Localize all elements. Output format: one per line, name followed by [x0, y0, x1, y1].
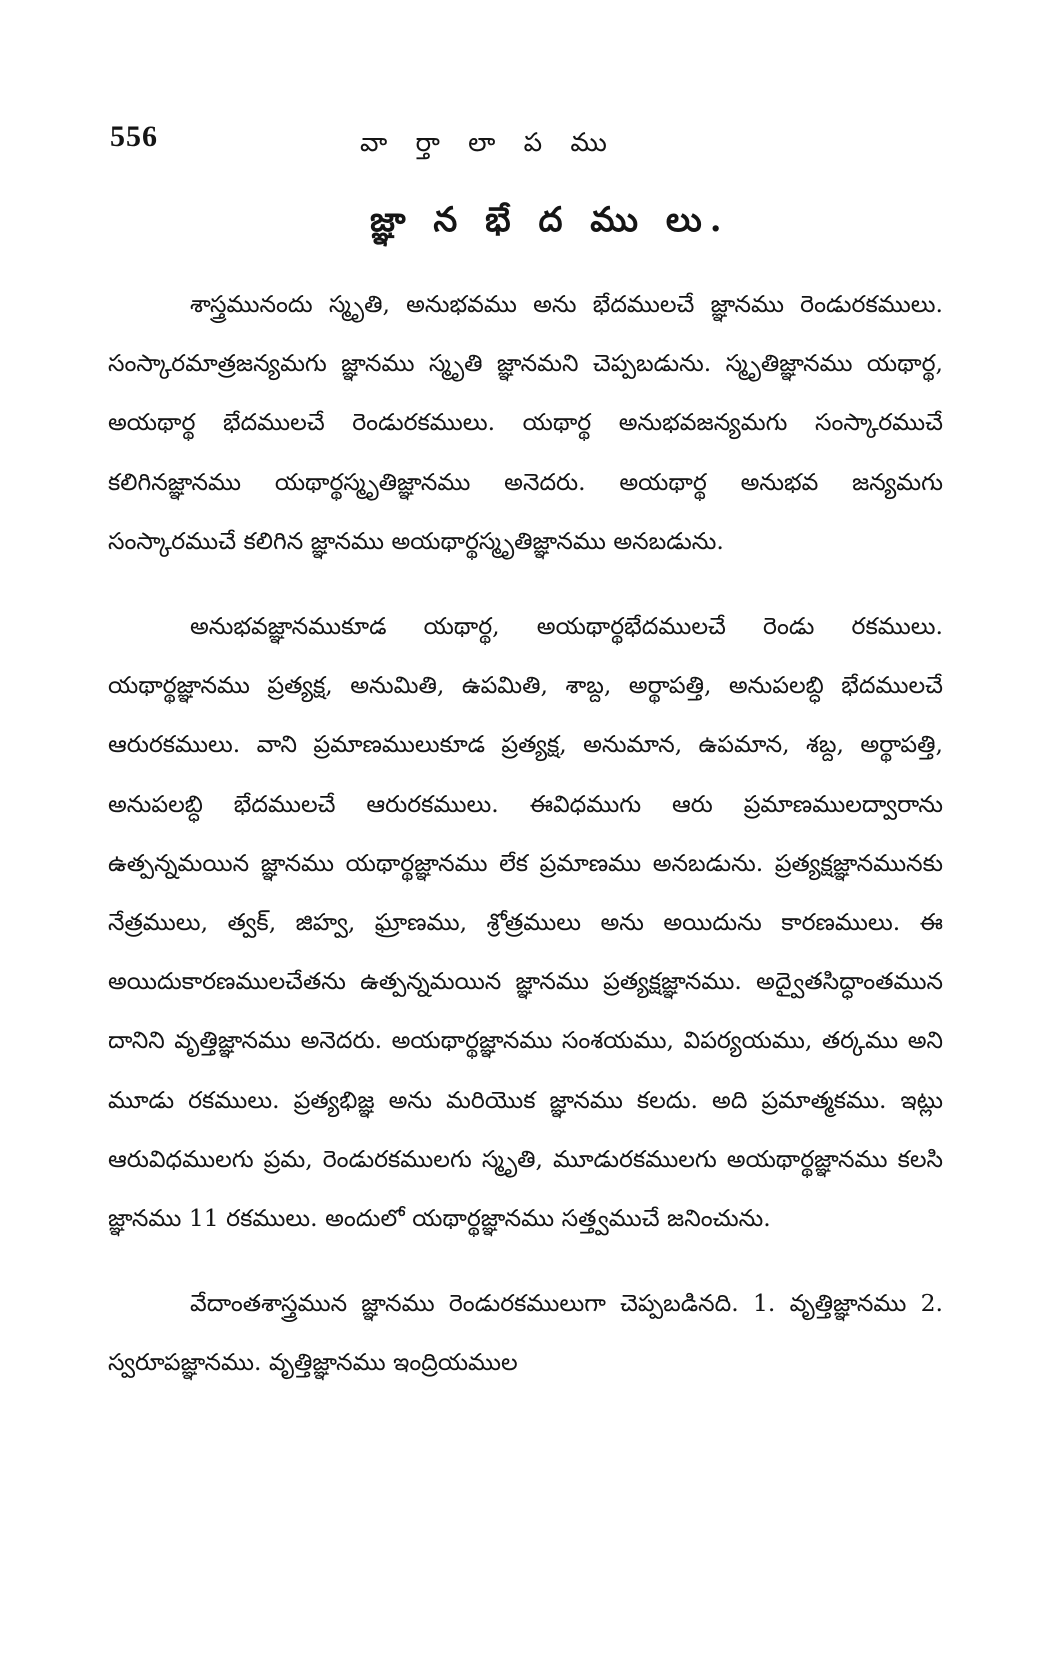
body-text — [108, 275, 943, 1635]
running-head: వా ర్తా లా ప ము — [360, 128, 617, 158]
paragraph-3: వేదాంతశాస్త్రమున జ్ఞానము రెండురకములుగా చెప్పబడినది. 1. వృత్తిజ్ఞానము 2. స్వరూపజ్ఞానము. వృత్తిజ్ఞానము ఇంద్రియముల — [108, 1289, 943, 1377]
page-number: 556 — [110, 120, 158, 153]
section-title: జ్ఞా న భే ద ము లు. — [370, 200, 730, 240]
paragraph-1: శాస్త్రమునందు స్మృతి, అనుభవము అను భేదములచే జ్ఞానము రెండురకములు. సంస్కారమాత్రజన్యమగు జ్ఞానము స్మృతి జ్ఞానమని చెప్పబడును. స్మృతిజ్ఞానము యథార్థ, అయథార్థ భేదములచే రెండురకములు. యథార్థ అనుభవజన్యమగు సంస్కారముచే కలిగినజ్ఞానము యథార్థస్మృతిజ్ఞానము అనెదరు. అయథార్థ అనుభవ జన్యమగు సంస్కారముచే కలిగిన జ్ఞానము అయథార్థస్మృతిజ్ఞానము అనబడును. — [108, 290, 943, 555]
paragraph-2: అనుభవజ్ఞానముకూడ యథార్థ, అయథార్థభేదములచే రెండు రకములు. యథార్థజ్ఞానము ప్రత్యక్ష, అనుమితి, ఉపమితి, శాబ్ద, అర్థాపత్తి, అనుపలబ్ధి భేదములచే ఆరురకములు. వాని ప్రమాణములుకూడ ప్రత్యక్ష, అనుమాన, ఉపమాన, శబ్ద, అర్థాపత్తి, అనుపలబ్ధి భేదములచే ఆరురకములు. ఈవిధముగు ఆరు ప్రమాణములద్వారాను ఉత్పన్నమయిన జ్ఞానము యథార్థజ్ఞానము లేక ప్రమాణము అనబడును. ప్రత్యక్షజ్ఞానమునకు నేత్రములు, త్వక్, జిహ్వ, ఘ్రాణము, శ్రోత్రములు అను అయిదును కారణములు. ఈ అయిదుకారణములచేతను ఉత్పన్నమయిన జ్ఞానము ప్రత్యక్షజ్ఞానము. అద్వైతసిద్ధాంతమున దానిని వృత్తిజ్ఞానము అనెదరు. అయథార్థజ్ఞానము సంశయము, విపర్యయము, తర్కము అని మూడు రకములు. ప్రత్యభిజ్ఞ అను మరియొక జ్ఞానము కలదు. అది ప్రమాత్మకము. ఇట్లు ఆరువిధములగు ప్రమ, రెండురకములగు స్మృతి, మూడురకములగు అయథార్థజ్ఞానము కలసి జ్ఞానము 11 రకములు. అందులో యథార్థజ్ఞానము సత్త్వముచే జనించును. — [108, 612, 943, 1233]
